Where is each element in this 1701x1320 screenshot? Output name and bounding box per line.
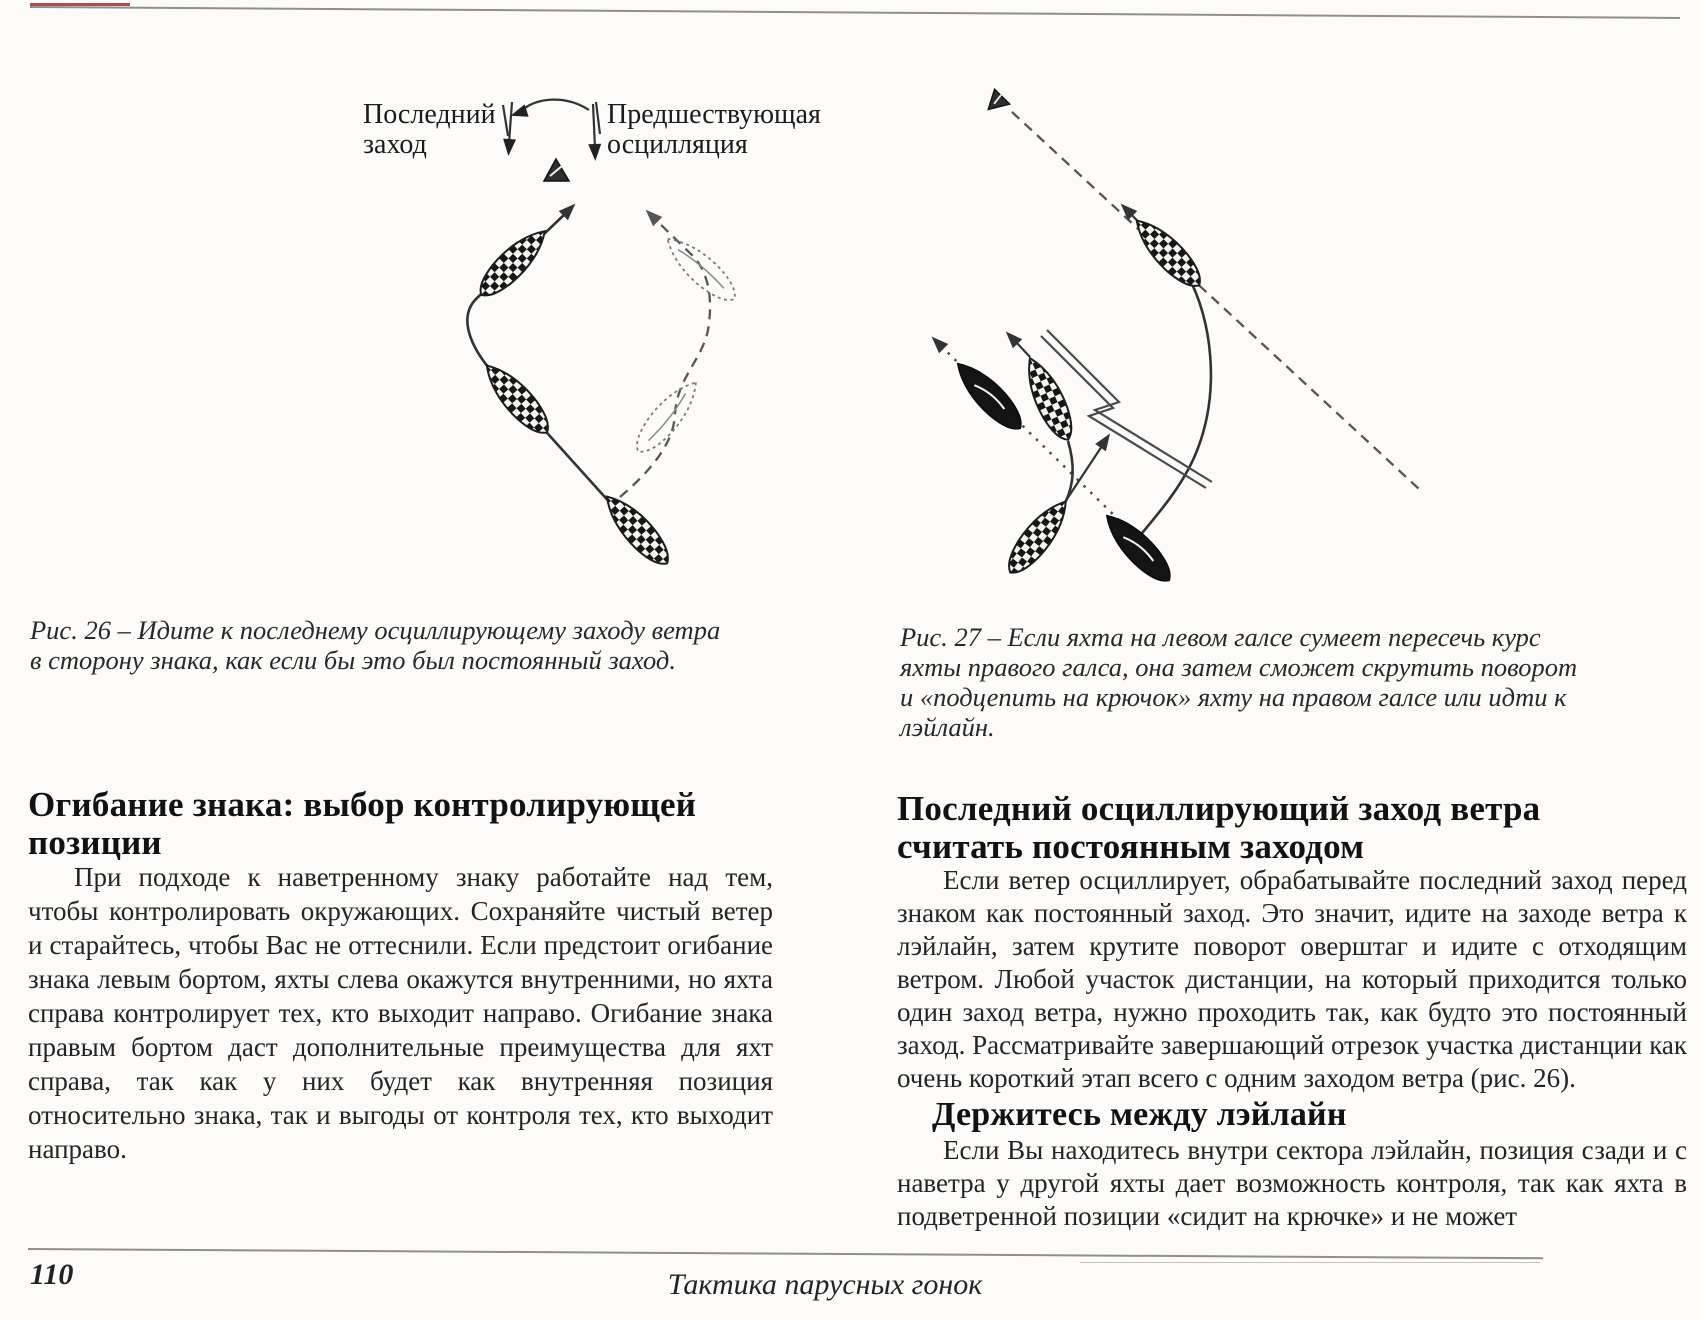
right-section-1-paragraph: Если ветер осциллирует, обрабатывайте последний заход перед знаком как постоянный заход. Это значит, идите на заходе ветра к лэйлайн, затем крутите поворот оверштаг и идите с отходящим ветром. Любой участок дистанции, на который приходится только один заход ветра, нужно проходить так, как будто это постоянный заход. Рассматривайте завершающий отрезок участка дистанции как очень короткий этап всего с одним заходом ветра (рис. 26).: [897, 865, 1687, 1093]
running-title: Тактика парусных гонок: [667, 1268, 983, 1301]
top-rule: [30, 6, 1680, 19]
fig26-label-prev-header-line2: осцилляция: [607, 129, 748, 160]
fig27-port-course-arrowhead: [927, 332, 948, 353]
fig26-boat-checkered-top: [472, 222, 555, 305]
fig26-label-last-header-line2: заход: [363, 129, 427, 160]
fig26-boat-checkered-middle: [477, 357, 557, 442]
fig26-windward-mark-icon: [544, 159, 569, 181]
fig27-boat-checkered-starboard: [1127, 211, 1209, 294]
footer-rule-secondary: [1080, 1262, 1540, 1263]
right-section-2-paragraph: Если Вы находитесь внутри сектора лэйлайн, позиция сзади и с наветра у другой яхты дает возможность контроля, так как яхта в подветренной позиции «сидит на крючке» и не может: [897, 1135, 1687, 1231]
fig26-wind-arrows: [502, 100, 602, 162]
fig26-dashed-arrowhead: [641, 205, 662, 226]
figure-26-caption: Рис. 26 – Идите к последнему осциллирующему заходу ветра в сторону знака, как если бы это был постоянный заход.: [30, 615, 721, 675]
footer-rule: [28, 1248, 1543, 1259]
fig27-windward-mark-icon: [984, 87, 1010, 110]
right-section-2-heading: Держитесь между лэйлайн: [932, 1096, 1347, 1133]
fig27-boat-black-lower: [1097, 506, 1179, 589]
left-section-heading: Огибание знака: выбор контролирующей позиции: [28, 785, 697, 863]
fig26-dashed-track: [620, 219, 710, 497]
fig27-boat-checkered-lower: [1000, 493, 1077, 581]
fig27-starboard-track: [1132, 276, 1211, 545]
figure-27-caption: Рис. 27 – Если яхта на левом галсе сумеет пересечь курс яхты правого галса, она затем сможет скрутить поворот и «подцепить на крючок» яхту на правом галсе или идти к лэйлайн.: [900, 622, 1578, 742]
fig26-label-last-header-line1: Последний: [363, 99, 496, 130]
fig26-label-prev-header-line1: Предшествующая: [607, 99, 821, 130]
fig27-layline-dashed: [1012, 112, 1419, 489]
fig26-boat-checkered-bottom: [597, 488, 677, 573]
figure-27-diagram: [860, 72, 1460, 602]
fig27-ne-line: [1063, 446, 1102, 505]
fig27-boat-black-upper: [948, 354, 1030, 437]
page-number: 110: [30, 1258, 74, 1291]
fig26-boat-ghost-lower: [628, 374, 707, 460]
figure-26-diagram: [280, 85, 821, 585]
right-section-1-heading: Последний осциллирующий заход ветра считать постоянным заходом: [897, 789, 1541, 867]
fig27-ne-arrowhead: [1095, 430, 1115, 451]
left-section-paragraph: При подходе к наветренному знаку работайте над тем, чтобы контролировать окружающих. Сохраняйте чистый ветер и старайтесь, чтобы Вас не оттеснили. Если предстоит огибание знака левым бортом, яхты слева окажутся внутренними, но яхта справа контролирует тех, кто выходит направо. Огибание знака правым бортом даст дополнительные преимущества для яхт справа, так как у них будет как внутренняя позиция относительно знака, так и выгоды от контроля тех, кто выходит направо.: [28, 862, 773, 1164]
